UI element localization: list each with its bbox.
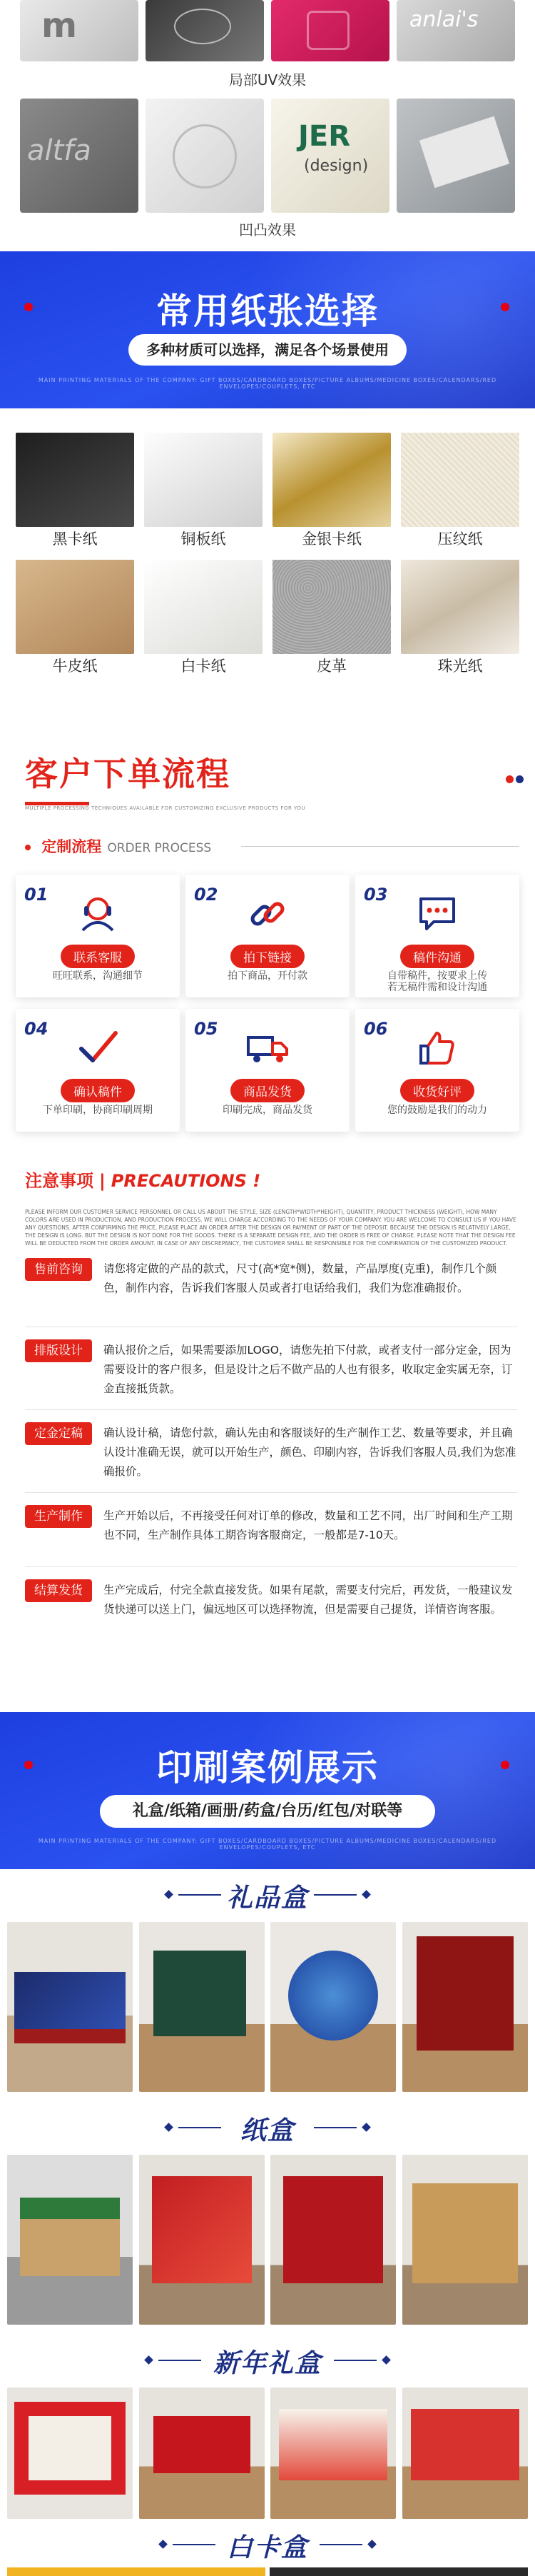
process-title: 客户下单流程 (25, 748, 230, 795)
precaution-tag: 结算发货 (25, 1579, 92, 1602)
step-description: 拍下商品，开付款 (228, 970, 307, 982)
paper-swatch (401, 433, 519, 527)
precaution-tag: 排版设计 (25, 1339, 92, 1362)
check-icon (74, 1025, 121, 1072)
custom-process-heading (25, 835, 211, 857)
process-dots (504, 773, 524, 786)
precaution-text: 确认报价之后，如果需要添加LOGO，请您先拍下付款，或者支付一部分定金，因为需要设计的客户很多，但是设计之后不做产品的人也有很多，收取定金实属无奈，订金直接抵货款。 (103, 1344, 513, 1395)
title-line (314, 2127, 357, 2128)
emboss-sample-photo: altfa (20, 99, 138, 213)
precaution-tag: 定金定稿 (25, 1422, 92, 1445)
precaution-text: 生产开始以后，不再接受任何对订单的修改，数量和工艺不同，出厂时间和生产工期也不同，生产制作具体工期咨询客服商定，一般都是7-10天。 (103, 1509, 513, 1541)
step-number: 01 (24, 885, 49, 905)
gallery-row (7, 2388, 528, 2519)
gallery-photo (270, 2567, 528, 2576)
paper-label: 黑卡纸 (52, 530, 98, 548)
step-description: 下单印刷，协商印刷周期 (43, 1105, 153, 1116)
precaution-text: 生产完成后，付完全款直接发货。如果有尾款，需要支付完后，再发货，一般建议发货快递可以送上门，偏远地区可以选择物流，但是需要自己提货，详情咨询客服。 (103, 1584, 513, 1616)
gallery-photo (270, 2388, 396, 2519)
paper-label: 白卡纸 (180, 658, 226, 675)
gallery-photo (270, 2155, 396, 2325)
chat-icon (414, 890, 461, 937)
uv-sample-photo (146, 0, 264, 61)
gallery-banner-en: MAIN PRINTING MATERIALS OF THE COMPANY: GIFT BOXES/CARDBOARD BOXES/PICTURE ALBUMS/MEDICINE BOXES/CALENDARS/RED ENVELOPES/COUPLETS, ETC (38, 1838, 497, 1851)
emboss-sample-photo (146, 99, 264, 213)
uv-sample-photo (271, 0, 389, 61)
custom-process-label: 定制流程 (41, 838, 102, 855)
gallery-photo (7, 2155, 133, 2325)
precautions-title-en: PRECAUTIONS ! (111, 1171, 261, 1191)
paper-label: 珠光纸 (437, 658, 483, 675)
step-label: 拍下链接 (230, 945, 305, 968)
gallery-row (7, 2155, 528, 2325)
step-description: 旺旺联系，沟通细节 (53, 970, 143, 982)
title-line (334, 2360, 377, 2361)
gallery-row (7, 2567, 528, 2576)
process-step (16, 1009, 180, 1132)
gallery-photo (139, 2388, 265, 2519)
paper-banner-subtitle: 多种材质可以选择，满足各个场景使用 (128, 334, 407, 366)
step-label: 稿件沟通 (400, 945, 474, 968)
paper-item (401, 560, 519, 678)
paper-swatch (16, 433, 134, 527)
paper-banner (0, 251, 535, 408)
title-line (320, 2544, 362, 2545)
divider (25, 1492, 517, 1493)
paper-item (144, 560, 263, 678)
gallery-photo (7, 1922, 133, 2092)
gallery-photo (139, 1922, 265, 2092)
paper-item (272, 433, 391, 551)
uv-photo-row (20, 0, 515, 61)
step-description: 自带稿件，按要求上传 若无稿件需和设计沟通 (387, 970, 487, 993)
paper-grid (16, 433, 519, 678)
emboss-sample-photo: JER (design) (271, 99, 389, 213)
gallery-row (7, 1922, 528, 2092)
precaution-text: 请您将定做的产品的款式，尺寸(高*宽*侧)，数量，产品厚度(克重)，制作几个颜色，制作内容，告诉我们客服人员或者打电话给我们，我们为您准确报价。 (103, 1262, 497, 1294)
gallery-photo (7, 2567, 265, 2576)
precaution-tag: 生产制作 (25, 1505, 92, 1528)
gallery-banner (0, 1712, 535, 1869)
precautions-section (0, 1149, 535, 1706)
paper-label: 皮革 (317, 658, 347, 675)
paper-label: 牛皮纸 (52, 658, 98, 675)
process-step (355, 1009, 519, 1132)
thumbs-up-icon (414, 1025, 461, 1072)
paper-swatch (144, 560, 263, 654)
gallery-photo (402, 2155, 528, 2325)
step-number: 05 (194, 1019, 218, 1039)
paper-banner-title: 常用纸张选择 (156, 291, 379, 332)
uv-caption: 局部UV效果 (228, 71, 307, 89)
paper-swatch (272, 433, 391, 527)
step-number: 04 (24, 1019, 49, 1039)
link-icon (244, 890, 291, 937)
gallery-title: 纸盒 (240, 2116, 295, 2145)
process-subtitle: MULTIPLE PROCESSING TECHNIQUES AVAILABLE FOR CUSTOMIZING EXCLUSIVE PRODUCTS FOR YOU (25, 805, 306, 811)
emboss-sample-photo (397, 99, 515, 213)
paper-item (16, 433, 134, 551)
paper-item (272, 560, 391, 678)
paper-banner-en: MAIN PRINTING MATERIALS OF THE COMPANY: GIFT BOXES/CARDBOARD BOXES/PICTURE ALBUMS/MEDICINE BOXES/CALENDARS/RED ENVELOPES/COUPLETS, ETC (38, 377, 497, 390)
paper-item (16, 560, 134, 678)
uv-sample-photo: m (20, 0, 138, 61)
precautions-en-paragraph: PLEASE INFORM OUR CUSTOMER SERVICE PERSONNEL OR CALL US ABOUT THE STYLE, SIZE (LENGTH*WIDTH*HEIGHT), QUANTITY, PRODUCT THICKNESS (WEIGHT), HOW MANY COLORS ARE USED IN PRODUCTION, AND PRODUCTION PROCESS. WE WILL CHARGE ACCORDING TO THE NEEDS OF YOUR COMPANY. YOU ARE WELCOME TO CONSULT US IF YOU HAVE ANY QUESTIONS. AFTER CONFIRMING THE PRICE, PLEASE PLACE AN ORDER AFTER THE DESIGN OR PAYMENT OF PART OF THE DEPOSIT. BECAUSE THE DESIGN IS RELATIVELY LARGE, THE DESIGN IS LONG. BUT THE DESIGN IS NOT DONE FOR THE GOODS. THERE IS A SEPARATE DESIGN FEE, AND THE ORDER IS FREE OF CHARGE. PLEASE NOTE THAT THE DESIGN FEE WILL BE DEDUCTED FROM THE ORDER AMOUNT. IN CASE OF ANY DISCREPANCY, THE CUSTOMER SHALL BE RESPONSIBLE FOR THE CONFIRMATION OF THE CUSTOMIZED PRODUCT. (25, 1209, 516, 1247)
paper-swatch (401, 560, 519, 654)
uv-sample-photo: anlai's (397, 0, 515, 61)
headset-icon (74, 890, 121, 937)
divider (25, 1409, 517, 1410)
step-number: 06 (364, 1019, 388, 1039)
precaution-tag: 售前咨询 (25, 1258, 92, 1281)
gallery-photo (402, 2388, 528, 2519)
step-label: 联系客服 (61, 945, 135, 968)
paper-swatch (16, 560, 134, 654)
step-label: 商品发货 (230, 1079, 305, 1102)
title-line (314, 1894, 357, 1896)
paper-label: 压纹纸 (437, 530, 483, 548)
step-number: 02 (194, 885, 218, 905)
precautions-heading: 注意事项 | PRECAUTIONS ! (25, 1171, 261, 1191)
paper-label: 金银卡纸 (302, 530, 362, 548)
gallery-title: 新年礼盒 (213, 2349, 322, 2378)
paper-item (144, 433, 263, 551)
paper-label: 铜板纸 (180, 530, 226, 548)
process-step (185, 1009, 350, 1132)
process-step (185, 875, 350, 997)
custom-process-en: ORDER PROCESS (107, 841, 212, 855)
finish-effects-section (0, 0, 535, 250)
truck-icon (244, 1025, 291, 1072)
step-description: 您的鼓励是我们的动力 (387, 1105, 487, 1116)
emboss-photo-row (20, 99, 515, 213)
emboss-caption: 凹凸效果 (239, 221, 296, 238)
gallery-photo (139, 2155, 265, 2325)
paper-item (401, 433, 519, 551)
gallery-banner-title: 印刷案例展示 (156, 1747, 379, 1788)
order-process-section (0, 714, 535, 1149)
step-label: 收货好评 (400, 1079, 474, 1102)
gallery-title: 礼品盒 (226, 1883, 308, 1913)
divider (241, 846, 519, 847)
gallery-title: 白卡盒 (226, 2533, 308, 2562)
gallery-photo (402, 1922, 528, 2092)
process-steps (16, 875, 519, 1132)
precaution-text: 确认设计稿，请您付款，确认先由和客服谈好的生产制作工艺、数量等要求，并且确认设计准确无误，就可以开始生产，颜色、印刷内容，告诉我们客服人员,我们为您准确报价。 (103, 1427, 516, 1478)
divider (25, 1566, 517, 1567)
gallery-banner-subtitle: 礼盒/纸箱/画册/药盒/台历/红包/对联等 (100, 1795, 435, 1828)
step-description: 印刷完成，商品发货 (223, 1105, 312, 1116)
step-label: 确认稿件 (61, 1079, 135, 1102)
gallery-photo (270, 1922, 396, 2092)
paper-swatch (144, 433, 263, 527)
precautions-title: 注意事项 (25, 1171, 93, 1191)
paper-swatch (272, 560, 391, 654)
step-number: 03 (364, 885, 388, 905)
gallery-photo (7, 2388, 133, 2519)
process-step (355, 875, 519, 997)
process-step (16, 875, 180, 997)
